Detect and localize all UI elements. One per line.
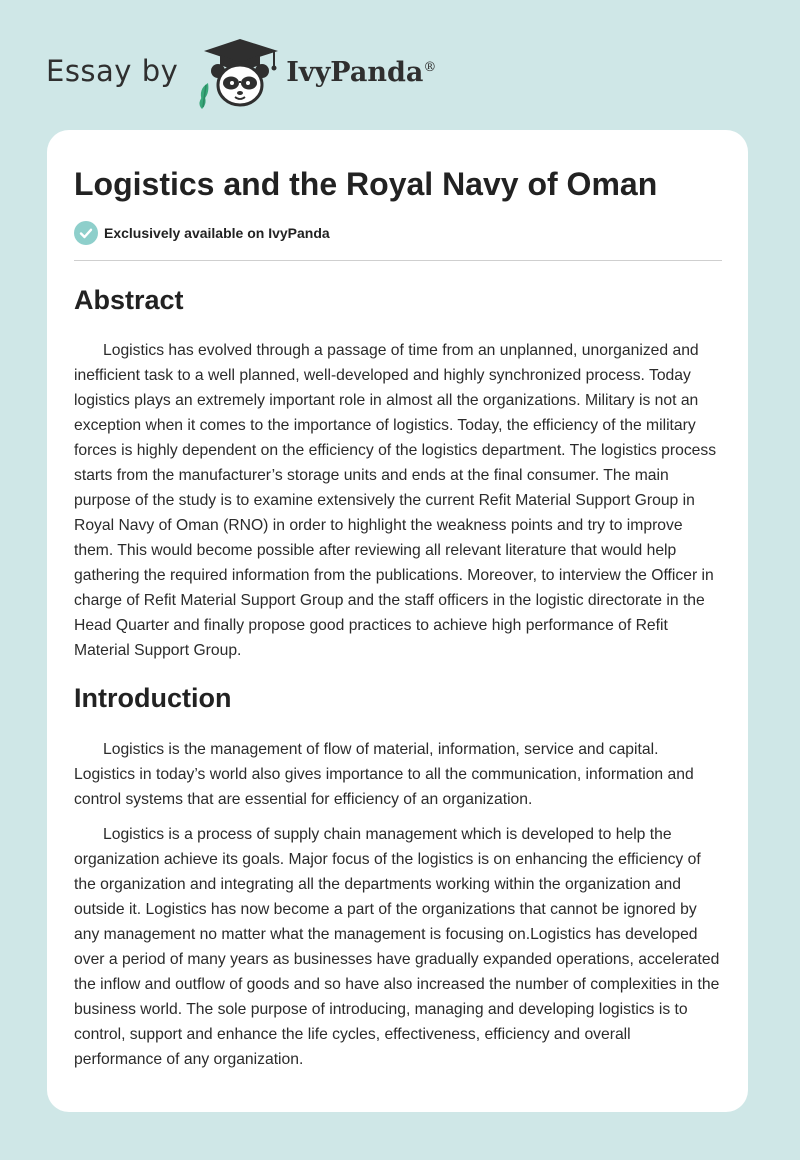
site-header	[46, 38, 436, 108]
section-heading-introduction: Introduction	[74, 683, 232, 713]
introduction-paragraph-1: Logistics is the management of flow of material, information, service and capital. Logistics in today’s world also gives importance to all the communication, information and control systems that are essential for efficiency of an organization.	[74, 741, 694, 808]
title-divider	[74, 260, 722, 261]
panda-graduate-icon[interactable]	[194, 37, 284, 109]
exclusive-badge	[74, 220, 722, 246]
brand-prefix: Essay by	[46, 54, 179, 88]
essay-title: Logistics and the Royal Navy of Oman	[74, 166, 658, 202]
introduction-paragraph-2: Logistics is a process of supply chain management which is developed to help the organization achieve its goals. Major focus of the logistics is on enhancing the efficiency of the organization and integrating all the departments working within the organization and outside it. Logistics has now become a part of the organizations that cannot be ignored by any management no matter what the management is focusing on.Logistics has developed over a period of many years as businesses have gradually expanded operations, accelerated the inflow and outflow of goods and so have also increased the number of complexities in the business world. The sole purpose of introducing, managing and developing logistics is to control, support and enhance the life cycles, effectiveness, efficiency and overall performance of any organization.	[74, 826, 720, 1068]
essay-card	[47, 130, 748, 1112]
exclusive-badge-label: Exclusively available on IvyPanda	[104, 225, 330, 241]
abstract-paragraph: Logistics has evolved through a passage of time from an unplanned, unorganized and inefficient task to a well planned, well-developed and highly synchronized process. Today logistics plays an extremely important role in almost all the organizations. Military is not an exception when it comes to the importance of logistics. Today, the efficiency of the military forces is highly dependent on the efficiency of the logistics department. The logistics process starts from the manufacturer’s storage units and ends at the final consumer. The main purpose of the study is to examine extensively the current Refit Material Support Group in Royal Navy of Oman (RNO) in order to highlight the weakness points and try to improve them. This would become possible after reviewing all relevant literature that would help gathering the required information from the publications. Moreover, to interview the Officer in charge of Refit Material Support Group and the staff officers in the logistic directorate in the Head Quarter and finally propose good practices to achieve high performance of Refit Material Support Group.	[74, 342, 717, 659]
registered-mark: ®	[423, 59, 437, 75]
brand-name[interactable]: IvyPanda®	[286, 56, 437, 88]
section-heading-abstract: Abstract	[74, 285, 184, 315]
check-circle-icon	[74, 221, 98, 245]
